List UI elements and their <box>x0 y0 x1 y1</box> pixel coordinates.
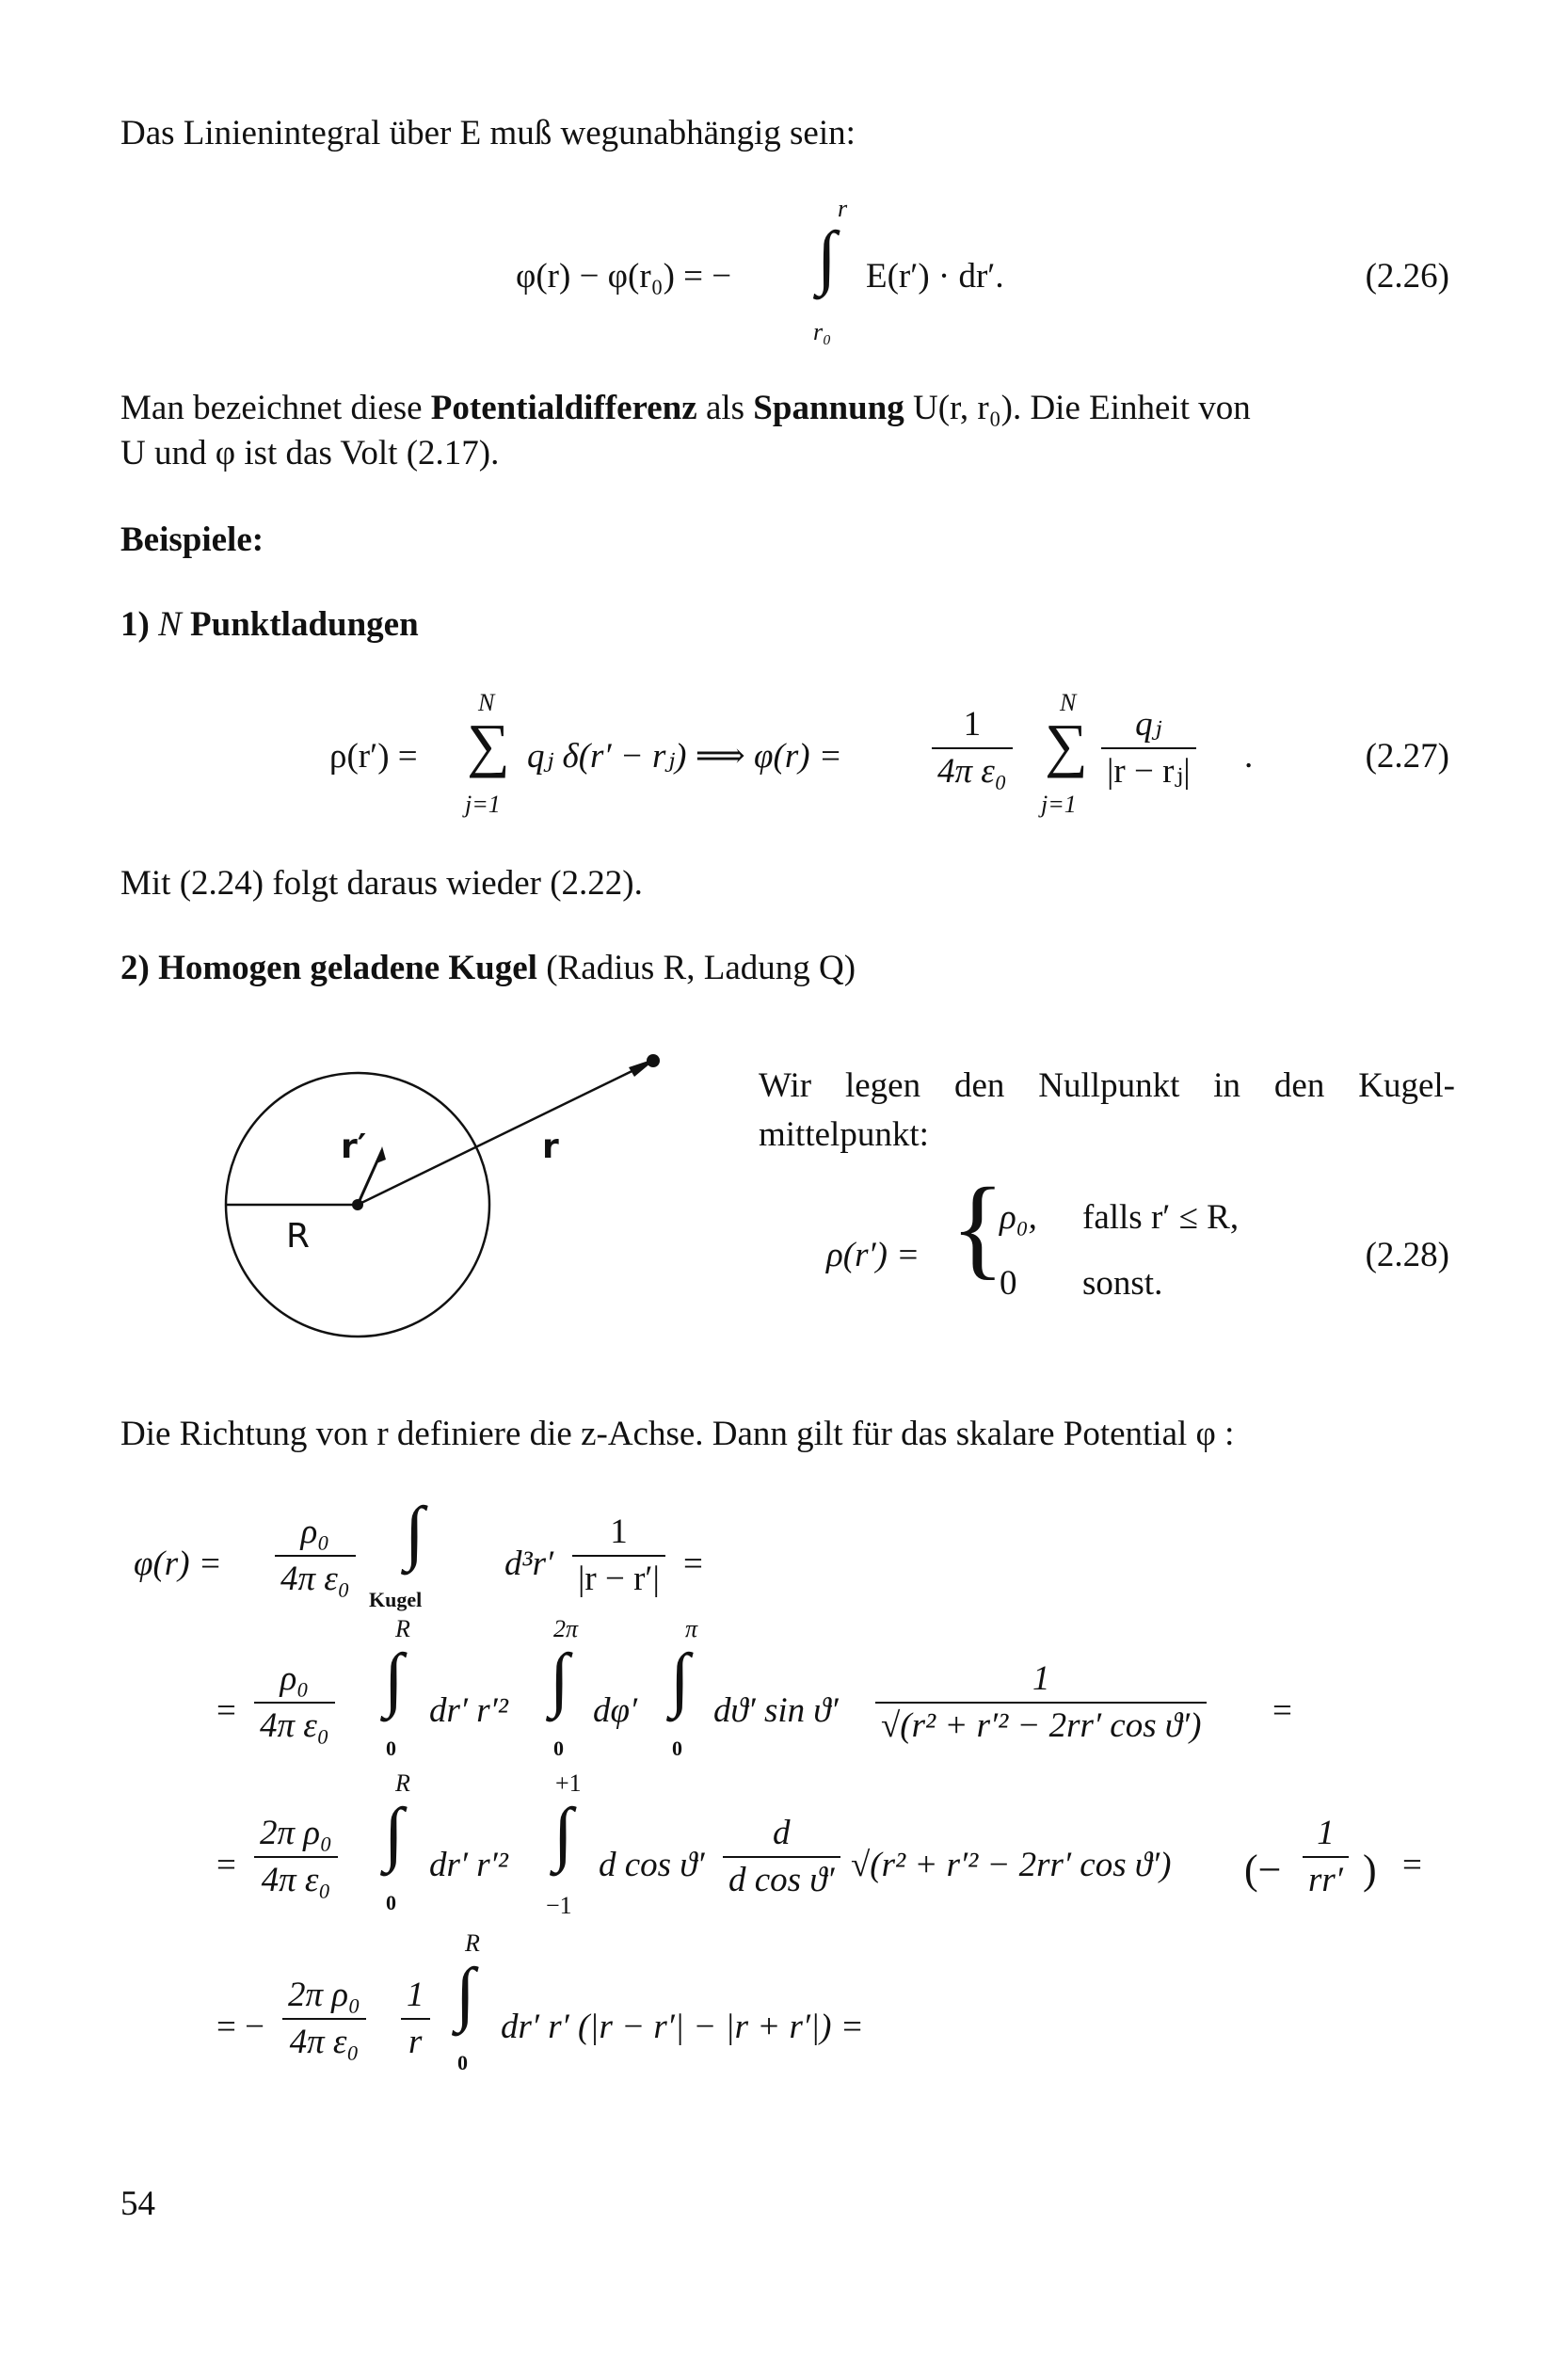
d2-int1: ∫ <box>384 1640 404 1719</box>
d3-paren-end: ) <box>1363 1847 1377 1893</box>
d2-den: √(r² + r′² − 2rr′ cos ϑ′) <box>881 1706 1202 1746</box>
equation-2-26 <box>0 188 1568 358</box>
d3-eq: = <box>216 1846 236 1884</box>
eq227-term1: qⱼ δ(r′ − rⱼ) ⟹ φ(r) = <box>527 737 842 776</box>
d3-num: 2π ρ₀ <box>254 1811 338 1858</box>
equation-2-27 <box>0 687 1568 828</box>
page-number: 54 <box>120 2185 155 2223</box>
d1-lhs: φ(r) = <box>134 1545 222 1583</box>
d2-upper-2pi: 2π <box>553 1615 579 1642</box>
term-spannung: Spannung <box>753 389 904 427</box>
eq228-lhs: ρ(r′) = <box>826 1236 920 1274</box>
d4-fourpi: 4π ε₀ <box>289 2023 360 2062</box>
ex1-num: 1) <box>120 605 150 644</box>
eq227-sum-upper: N <box>478 689 495 716</box>
eq226-upper: r <box>838 195 848 222</box>
d2-int2: ∫ <box>550 1640 569 1719</box>
eq227-lhs: ρ(r′) = <box>329 737 418 776</box>
follows-line: Mit (2.24) folgt daraus wieder (2.22). <box>120 864 643 903</box>
d2-lower3: 0 <box>672 1737 682 1760</box>
d4-num: 2π ρ₀ <box>282 1973 366 2020</box>
eq227-number: (2.27) <box>1365 737 1449 776</box>
d3-sqrt: √(r² + r′² − 2rr′ cos ϑ′) <box>851 1846 1172 1884</box>
d2-upper-R: R <box>395 1615 410 1642</box>
d1-eq: = <box>683 1545 703 1583</box>
eq226-integral: ∫ <box>817 217 837 296</box>
ex2-paren: (Radius R, Ladung Q) <box>546 949 856 987</box>
potential-mid: als <box>705 389 745 427</box>
label-R: R <box>286 1217 311 1256</box>
side-text-line1: Wir legen den Nullpunkt in den Kugel- <box>759 1066 1455 1105</box>
potential-pre: Man bezeichnet diese <box>120 389 423 427</box>
eq226-integrand: E(r′) · dr′. <box>866 257 1004 296</box>
d3-int1: ∫ <box>384 1794 404 1873</box>
d4-body: dr′ r′ (|r − r′| − |r + r′|) = <box>501 2008 864 2046</box>
potential-line2: U und φ ist das Volt (2.17). <box>120 434 500 473</box>
d2-body2: dφ′ <box>593 1691 638 1730</box>
d4-int: ∫ <box>456 1954 475 2033</box>
example1-heading <box>120 602 419 648</box>
eq227-frac1-num: 1 <box>932 702 1013 749</box>
eq228-case1-cond: falls r′ ≤ R, <box>1082 1198 1240 1237</box>
d2-end-eq: = <box>1272 1691 1292 1730</box>
d1-absdiff: |r − r′| <box>578 1560 660 1599</box>
d4-upper-R: R <box>465 1929 480 1957</box>
eq227-frac1-den: 4π ε₀ <box>937 752 1007 792</box>
eq226-lhs: φ(r) − φ(r₀) = − <box>516 257 732 296</box>
d3-paren-lead: (− <box>1244 1847 1282 1893</box>
d3-lower-minus1: −1 <box>546 1892 572 1919</box>
eq228-brace: { <box>951 1164 1005 1289</box>
d3-frac3 <box>1303 1811 1349 1903</box>
d2-fourpi: 4π ε₀ <box>260 1706 329 1746</box>
d3-dcos: d cos ϑ′ <box>728 1861 835 1900</box>
d2-one: 1 <box>875 1657 1207 1704</box>
label-r: r <box>542 1128 559 1166</box>
eq228-case2-cond: sonst. <box>1082 1264 1163 1303</box>
r-prime-arrowhead <box>376 1146 386 1163</box>
d3-fourpi: 4π ε₀ <box>261 1861 331 1900</box>
d1-body: d³r′ <box>504 1545 554 1583</box>
d3-body2: d cos ϑ′ <box>599 1846 705 1884</box>
d2-body1: dr′ r′² <box>429 1691 508 1730</box>
d3-d: d <box>723 1811 840 1858</box>
d4-frac2 <box>401 1973 430 2065</box>
eq227-frac2 <box>1101 702 1196 794</box>
d3-one: 1 <box>1303 1811 1349 1858</box>
eq227-sum2-lower: j=1 <box>1041 791 1077 818</box>
d1-one: 1 <box>572 1510 665 1557</box>
d4-frac <box>282 1973 366 2065</box>
example2-heading <box>120 946 856 991</box>
d3-rr: rr′ <box>1308 1861 1343 1900</box>
d4-r: r <box>408 2023 423 2062</box>
d4-lower: 0 <box>457 2051 468 2074</box>
d3-upper-R: R <box>395 1769 410 1797</box>
d1-kugel: Kugel <box>369 1588 423 1611</box>
d2-int3: ∫ <box>670 1640 690 1719</box>
d2-lower2: 0 <box>553 1737 564 1760</box>
eq228-case1-val: ρ₀, <box>1000 1198 1037 1237</box>
d2-upper-pi: π <box>685 1615 698 1642</box>
d2-rho0: ρ₀ <box>254 1657 335 1704</box>
d3-frac <box>254 1811 338 1903</box>
ex1-label: Punktladungen <box>190 605 419 644</box>
d3-body1: dr′ r′² <box>429 1846 508 1884</box>
ex1-var: N <box>158 605 182 644</box>
eq228-case2-val: 0 <box>1000 1264 1017 1303</box>
d2-frac <box>254 1657 335 1749</box>
d2-body3: dϑ′ sin ϑ′ <box>713 1691 839 1730</box>
d2-frac2 <box>875 1657 1207 1749</box>
d2-lower1: 0 <box>386 1737 396 1760</box>
d3-frac2 <box>723 1811 840 1903</box>
eq227-frac2-den: |r − rⱼ| <box>1107 752 1191 792</box>
d3-lower1: 0 <box>386 1891 396 1914</box>
potential-paragraph <box>120 386 1448 476</box>
eq228-number: (2.28) <box>1365 1236 1449 1274</box>
potential-post: U(r, r₀). Die Einheit von <box>913 389 1251 427</box>
eq227-sum2-upper: N <box>1060 689 1077 716</box>
d3-end-eq: = <box>1402 1846 1422 1884</box>
d1-frac2 <box>572 1510 665 1602</box>
d1-integral: ∫ <box>405 1493 424 1572</box>
eq227-end: . <box>1244 737 1254 776</box>
term-potentialdifferenz: Potentialdifferenz <box>430 389 697 427</box>
eq227-sigma: ∑ <box>467 712 510 778</box>
r-endpoint <box>647 1054 660 1067</box>
direction-line: Die Richtung von r definiere die z-Achse. Dann gilt für das skalare Potential φ : <box>120 1415 1235 1453</box>
d4-lead: = − <box>216 2008 264 2046</box>
derivation <box>0 1493 1568 2155</box>
side-text-line2: mittelpunkt: <box>759 1115 929 1154</box>
eq227-frac2-num: qⱼ <box>1101 702 1196 749</box>
eq227-sigma2: ∑ <box>1045 712 1088 778</box>
ex2-num: 2) <box>120 949 150 987</box>
d2-eq: = <box>216 1691 236 1730</box>
eq226-number: (2.26) <box>1365 257 1449 296</box>
d3-int2: ∫ <box>553 1794 573 1873</box>
d1-rho0: ρ₀ <box>275 1510 356 1557</box>
label-r-prime: r′ <box>341 1128 367 1166</box>
eq226-lower: r₀ <box>813 318 832 345</box>
intro-text: Das Linienintegral über E muß wegunabhängig sein: <box>120 114 856 152</box>
eq227-sum-lower: j=1 <box>465 791 501 818</box>
eq227-frac1 <box>932 702 1013 794</box>
d1-fourpi: 4π ε₀ <box>280 1560 350 1599</box>
equation-2-28 <box>0 1164 1568 1327</box>
d3-upper-plus1: +1 <box>555 1769 582 1797</box>
examples-heading: Beispiele: <box>120 520 264 559</box>
d4-one: 1 <box>401 1973 430 2020</box>
d1-frac <box>275 1510 356 1602</box>
ex2-label: Homogen geladene Kugel <box>158 949 537 987</box>
